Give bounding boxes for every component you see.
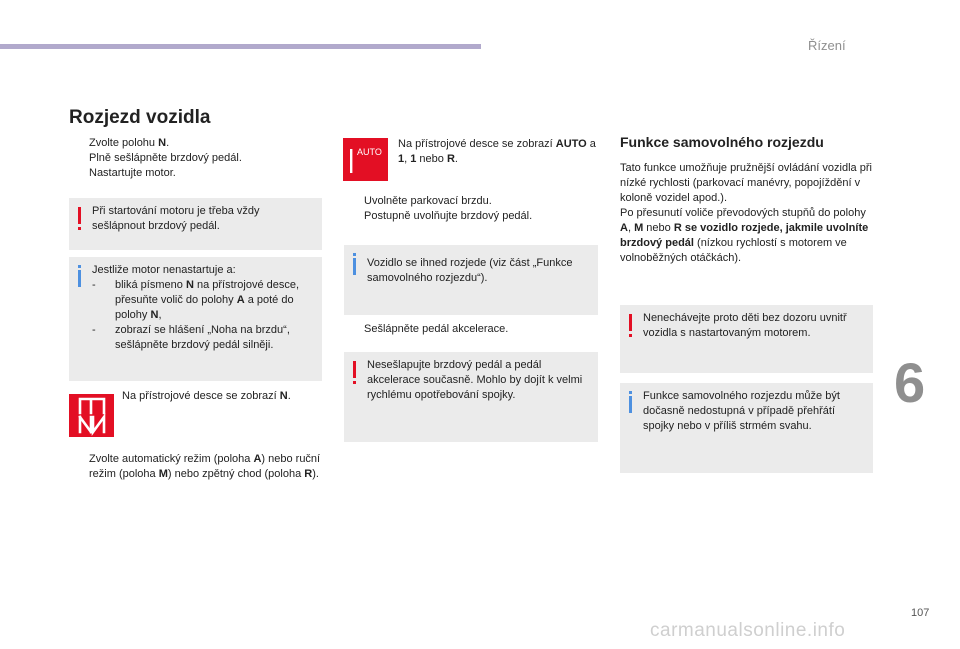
list-item: Uvolněte parkovací brzdu. <box>364 195 492 207</box>
warning-box <box>344 352 598 442</box>
warning-icon <box>78 207 81 224</box>
warning-icon <box>629 314 632 331</box>
list-item: Zvolte polohu N. <box>89 137 170 149</box>
info-list <box>92 278 314 353</box>
list-item: - bliká písmeno N na přístrojové desce, přesuňte volič do polohy A a poté do polohy N, <box>92 279 300 321</box>
header-accent-bar <box>0 44 481 49</box>
mode-steps-list <box>69 452 321 482</box>
list-item: Nastartujte motor. <box>89 167 176 179</box>
start-steps-list <box>69 136 319 181</box>
neutral-n-indicator-icon <box>69 394 114 437</box>
info-icon <box>353 253 356 256</box>
page-number: 107 <box>911 607 930 619</box>
info-text: Funkce samovolného rozjezdu může být dočasně nedostupná v případě přehřátí spojky nebo v příliš strmém svahu. <box>643 390 840 432</box>
warning-box <box>620 305 873 373</box>
info-box <box>344 245 598 315</box>
n-display-text: Na přístrojové desce se zobrazí N. <box>122 390 291 402</box>
list-item: Zvolte automatický režim (poloha A) nebo ruční režim (poloha M) nebo zpětný chod (poloha R). <box>89 453 321 480</box>
warning-box <box>69 198 322 250</box>
section-heading: Funkce samovolného rozjezdu <box>620 134 824 150</box>
info-box <box>620 383 873 473</box>
warning-text: Při startování motoru je třeba vždy sešlápnout brzdový pedál. <box>92 205 260 232</box>
auto-indicator-icon <box>343 138 388 181</box>
info-icon <box>629 391 632 394</box>
chapter-number: 6 <box>894 351 926 414</box>
list-item: Postupně uvolňujte brzdový pedál. <box>364 210 533 222</box>
info-icon <box>78 265 81 268</box>
info-intro: Jestliže motor nenastartuje a: <box>92 264 236 276</box>
svg-text:AUTO: AUTO <box>357 147 382 157</box>
warning-text: Nesešlapujte brzdový pedál a pedál akcelerace současně. Mohlo by dojít k velmi rychlému opotřebování spojky. <box>367 359 583 401</box>
info-text: Vozidlo se ihned rozjede (viz část „Funkce samovolného rozjezdu“). <box>367 257 573 284</box>
list-item: - zobrazí se hlášení „Noha na brzdu“, sešlápněte brzdový pedál silněji. <box>92 324 290 351</box>
auto-display-text: Na přístrojové desce se zobrazí AUTO a 1, 1 nebo R. <box>398 138 596 165</box>
info-box <box>69 257 322 381</box>
warning-text: Nenechávejte proto děti bez dozoru uvnitř vozidla s nastartovaným motorem. <box>643 312 847 339</box>
accelerator-step-list <box>344 322 599 337</box>
release-steps-list <box>344 194 599 224</box>
section-title: Řízení <box>808 38 846 53</box>
watermark: carmanualsonline.info <box>650 620 846 641</box>
list-item: Plně sešlápněte brzdový pedál. <box>89 152 242 164</box>
page-title: Rozjezd vozidla <box>69 107 211 128</box>
paragraph: Tato funkce umožňuje pružnější ovládání vozidla při nízké rychlosti (parkovací manévry, popojíždění v koloně vozidel apod.). Po přesunutí voliče převodových stupňů do polohy A, M nebo R se vozidlo rozjede, jakmile uvolníte brzdový pedál (nízkou rychlostí s motorem ve volnoběžných otáčkách). <box>620 162 872 264</box>
warning-icon <box>353 361 356 378</box>
list-item: Sešlápněte pedál akcelerace. <box>364 323 509 335</box>
